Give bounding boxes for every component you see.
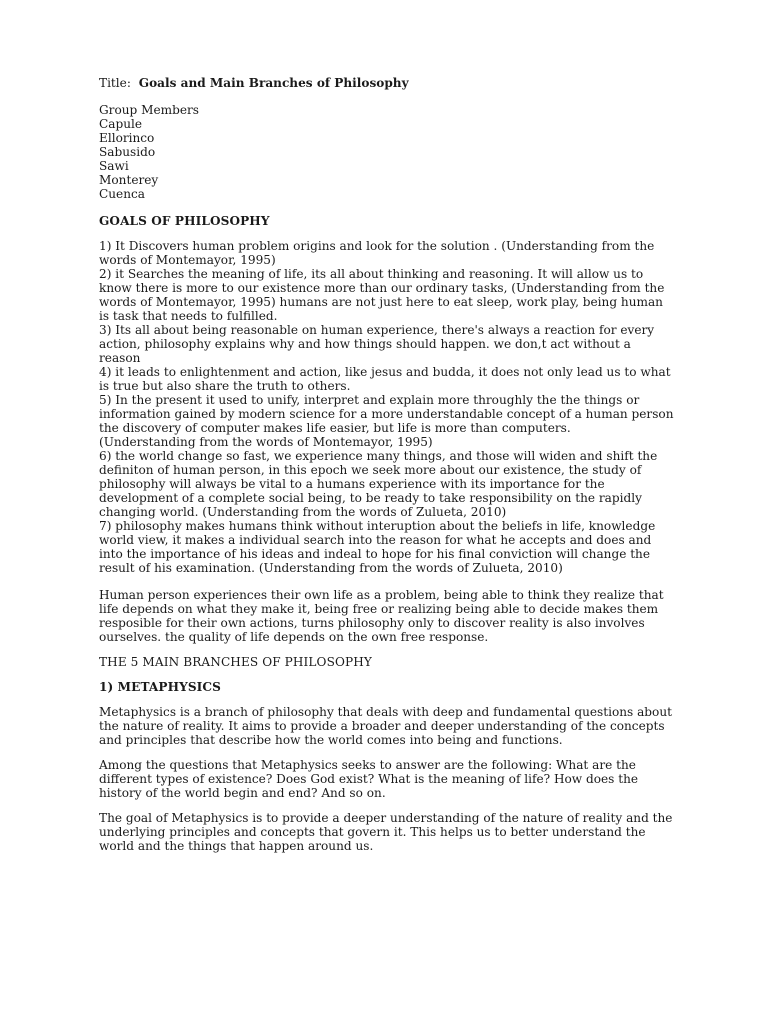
metaphysics-paragraph: The goal of Metaphysics is to provide a deeper understanding of the nature of reality and the underlying principles and concepts that govern it. This helps us to better understand the world and the things that happen around us. [99, 811, 673, 853]
goal-item: 4) it leads to enlightenment and action, like jesus and budda, it does not only lead us to what is true but also share the truth to others. [99, 365, 671, 393]
member-name: Monterey [99, 173, 159, 187]
document-title: Goals and Main Branches of Philosophy [138, 76, 409, 90]
member-name: Capule [99, 117, 143, 131]
member-name: Sawi [99, 159, 129, 173]
goal-item: 2) it Searches the meaning of life, its all about thinking and reasoning. It will allow us to know there is more to our existence more than our ordinary tasks, (Understanding from the words of Montemayor, 1995) humans are not just here to eat sleep, work play, being human is task that needs to fulfilled. [99, 267, 665, 323]
document-title-line [99, 76, 675, 90]
goal-item: 1) It Discovers human problem origins and look for the solution . (Understanding from the words of Montemayor, 1995) [99, 239, 655, 267]
member-name: Sabusido [99, 145, 156, 159]
goals-list [99, 239, 675, 575]
branches-heading: THE 5 MAIN BRANCHES OF PHILOSOPHY [99, 655, 372, 669]
member-name: Ellorinco [99, 131, 155, 145]
goal-item: 7) philosophy makes humans think without interuption about the beliefs in life, knowledge world view, it makes a individual search into the reason for what he accepts and does and into the importance of his ideas and indeal to hope for his final conviction will change the result of his examination. (Understanding from the words of Zulueta, 2010) [99, 519, 656, 575]
document-page [99, 76, 675, 864]
group-members-section [99, 103, 675, 201]
goal-item: 5) In the present it used to unify, interpret and explain more throughly the the things or information gained by modern science for a more understandable concept of a human person the discovery of computer makes life easier, but life is more than computers. [99, 393, 674, 435]
goal-item: 6) the world change so fast, we experience many things, and those will widen and shift the definiton of human person, in this epoch we seek more about our existence, the study of philosophy will always be vital to a humans experience with its importance for the development of a complete social being, to be ready to take responsibility on the rapidly changing world. (Understanding from the words of Zulueta, 2010) [99, 449, 658, 519]
goal-item: (Understanding from the words of Montemayor, 1995) [99, 435, 433, 449]
title-label: Title: [99, 76, 131, 90]
metaphysics-paragraph: Metaphysics is a branch of philosophy that deals with deep and fundamental questions about the nature of reality. It aims to provide a broader and deeper understanding of the concepts and principles that describe how the world comes into being and functions. [99, 705, 672, 747]
member-name: Cuenca [99, 187, 145, 201]
group-members-heading: Group Members [99, 103, 199, 117]
metaphysics-heading: 1) METAPHYSICS [99, 680, 221, 694]
metaphysics-paragraph: Among the questions that Metaphysics seeks to answer are the following: What are the different types of existence? Does God exist? What is the meaning of life? How does the history of the world begin and end? And so on. [99, 758, 639, 800]
goal-item: 3) Its all about being reasonable on human experience, there's always a reaction for every action, philosophy explains why and how things should happen. we don,t act without a reason [99, 323, 655, 365]
goals-heading: GOALS OF PHILOSOPHY [99, 214, 270, 228]
summary-paragraph: Human person experiences their own life as a problem, being able to think they realize that life depends on what they make it, being free or realizing being able to decide makes them resposible for their own actions, turns philosophy only to discover reality is also involves ourselves. the quality of life depends on the own free response. [99, 588, 664, 644]
